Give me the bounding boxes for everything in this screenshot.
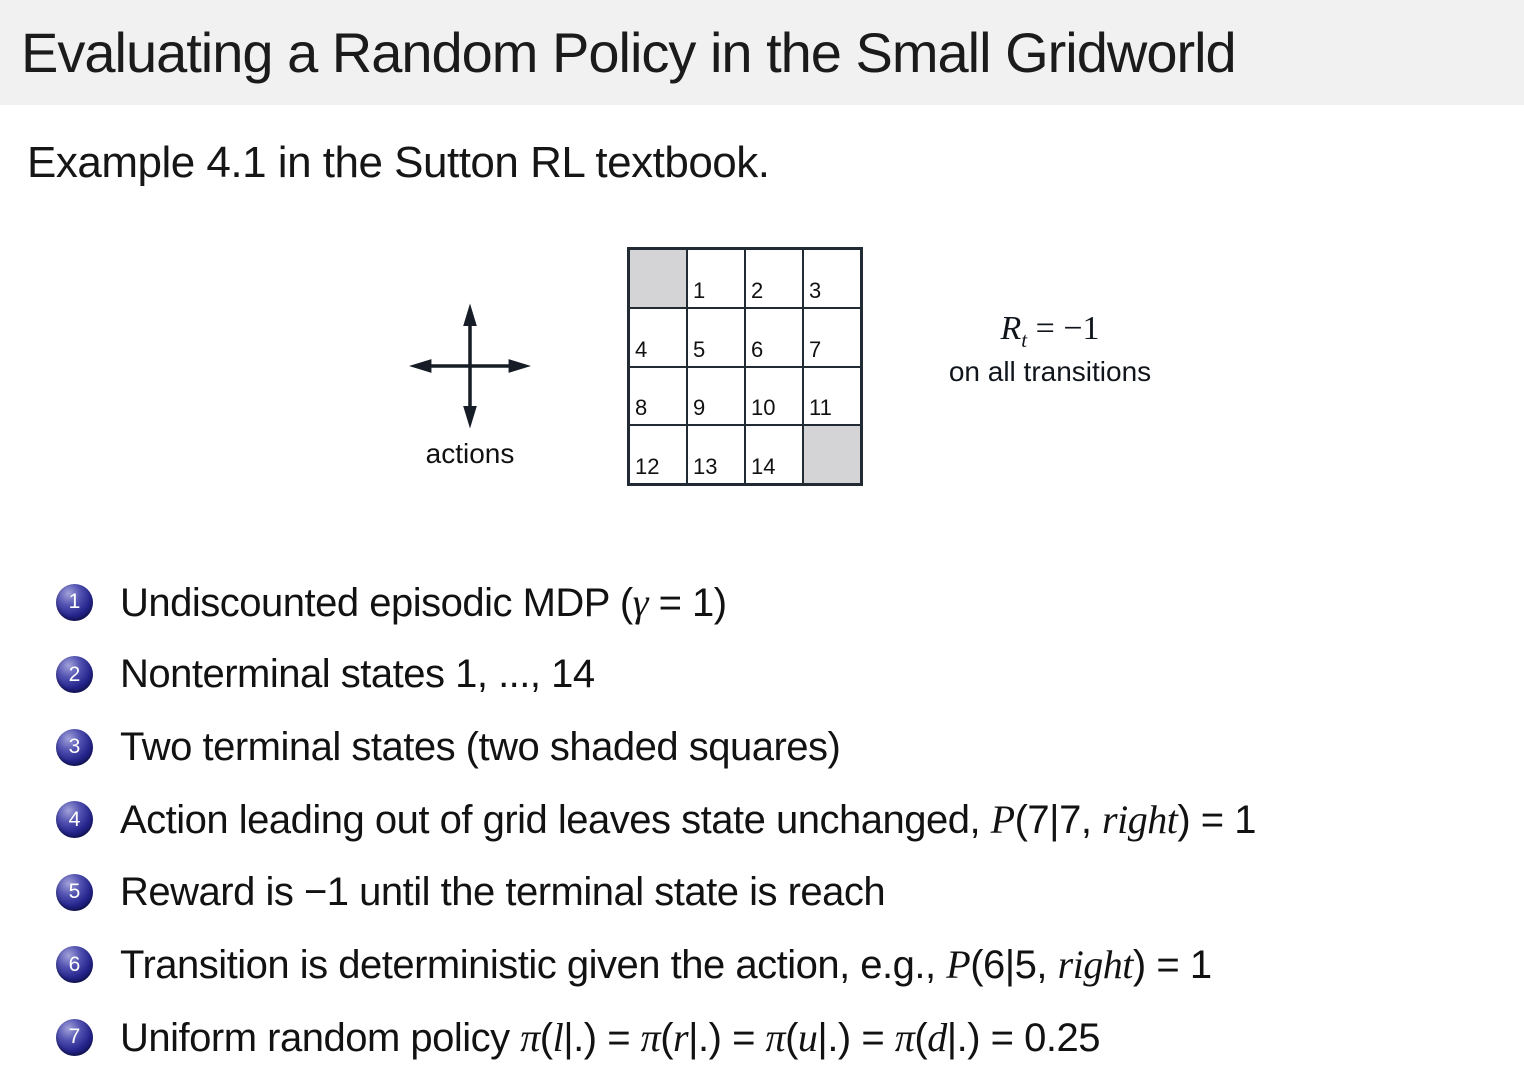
grid-cell-label: 5: [693, 336, 706, 362]
item-text: Action leading out of grid leaves state unchanged, P(7|7, right) = 1: [120, 797, 1256, 843]
enumerate-list: [0, 566, 1524, 1074]
grid-cell-label: 7: [809, 336, 822, 362]
grid-cell: [629, 308, 687, 367]
grid-cell: [803, 249, 861, 308]
grid-cell: [687, 308, 745, 367]
grid-cell-label: 10: [751, 395, 776, 421]
grid-cell-label: 3: [809, 277, 822, 303]
grid-cell: [687, 249, 745, 308]
actions-cross-icon: [409, 302, 531, 430]
item-number-badge: 5: [56, 874, 93, 911]
item-number-badge: 3: [56, 729, 93, 766]
grid-cell-label: 9: [693, 395, 706, 421]
item-text: Transition is deterministic given the action, e.g., P(6|5, right) = 1: [120, 942, 1212, 988]
grid-cell-label: 2: [751, 277, 764, 303]
grid-cell: [687, 367, 745, 426]
grid-cell-label: 11: [809, 395, 832, 421]
list-item: [0, 639, 1524, 712]
item-number-badge: 6: [56, 946, 93, 983]
list-item: [0, 1001, 1524, 1074]
list-item: [0, 566, 1524, 639]
item-text: Uniform random policy π(l|.) = π(r|.) = π(u|.) = π(d|.) = 0.25: [120, 1014, 1100, 1060]
grid-cell-label: 14: [751, 454, 776, 479]
grid-cell: [629, 367, 687, 426]
item-text: Nonterminal states 1, ..., 14: [120, 652, 595, 697]
reward-caption: on all transitions: [948, 355, 1152, 387]
grid-cell-label: 12: [635, 454, 660, 479]
list-item: [0, 784, 1524, 857]
grid-cell: [745, 367, 803, 426]
subtitle: Example 4.1 in the Sutton RL textbook.: [27, 138, 770, 187]
item-text: Two terminal states (two shaded squares): [120, 724, 841, 769]
grid-cell: [745, 308, 803, 367]
grid-cell-label: 1: [693, 277, 706, 303]
list-item: [0, 711, 1524, 784]
grid-cell-label: 13: [693, 454, 718, 479]
list-item: [0, 929, 1524, 1002]
item-number-badge: 4: [56, 801, 93, 838]
grid-cell-label: 8: [635, 395, 648, 421]
actions-label: actions: [425, 438, 515, 469]
item-number-badge: 2: [56, 656, 93, 693]
page-title: Evaluating a Random Policy in the Small Gridworld: [21, 21, 1236, 84]
grid-cell-label: 4: [635, 336, 648, 362]
figure-area: [0, 190, 1524, 566]
gridworld-grid: [627, 247, 863, 486]
item-number-badge: 7: [56, 1019, 93, 1056]
item-text: Undiscounted episodic MDP (γ = 1): [120, 579, 727, 625]
grid-cell: [745, 425, 803, 484]
terminal-cell: [629, 249, 687, 308]
item-text: Reward is −1 until the terminal state is reach: [120, 869, 886, 914]
grid-cell: [803, 308, 861, 367]
reward-formula: $R_t = -1$: [1000, 310, 1100, 352]
terminal-cell: [803, 425, 861, 484]
slide-header: [0, 0, 1524, 105]
grid-cell: [745, 249, 803, 308]
reward-block: [888, 310, 1212, 388]
grid-cell-label: 6: [751, 336, 764, 362]
grid-cell: [687, 425, 745, 484]
list-item: [0, 856, 1524, 929]
grid-cell: [803, 367, 861, 426]
item-number-badge: 1: [56, 584, 93, 621]
grid-cell: [629, 425, 687, 484]
